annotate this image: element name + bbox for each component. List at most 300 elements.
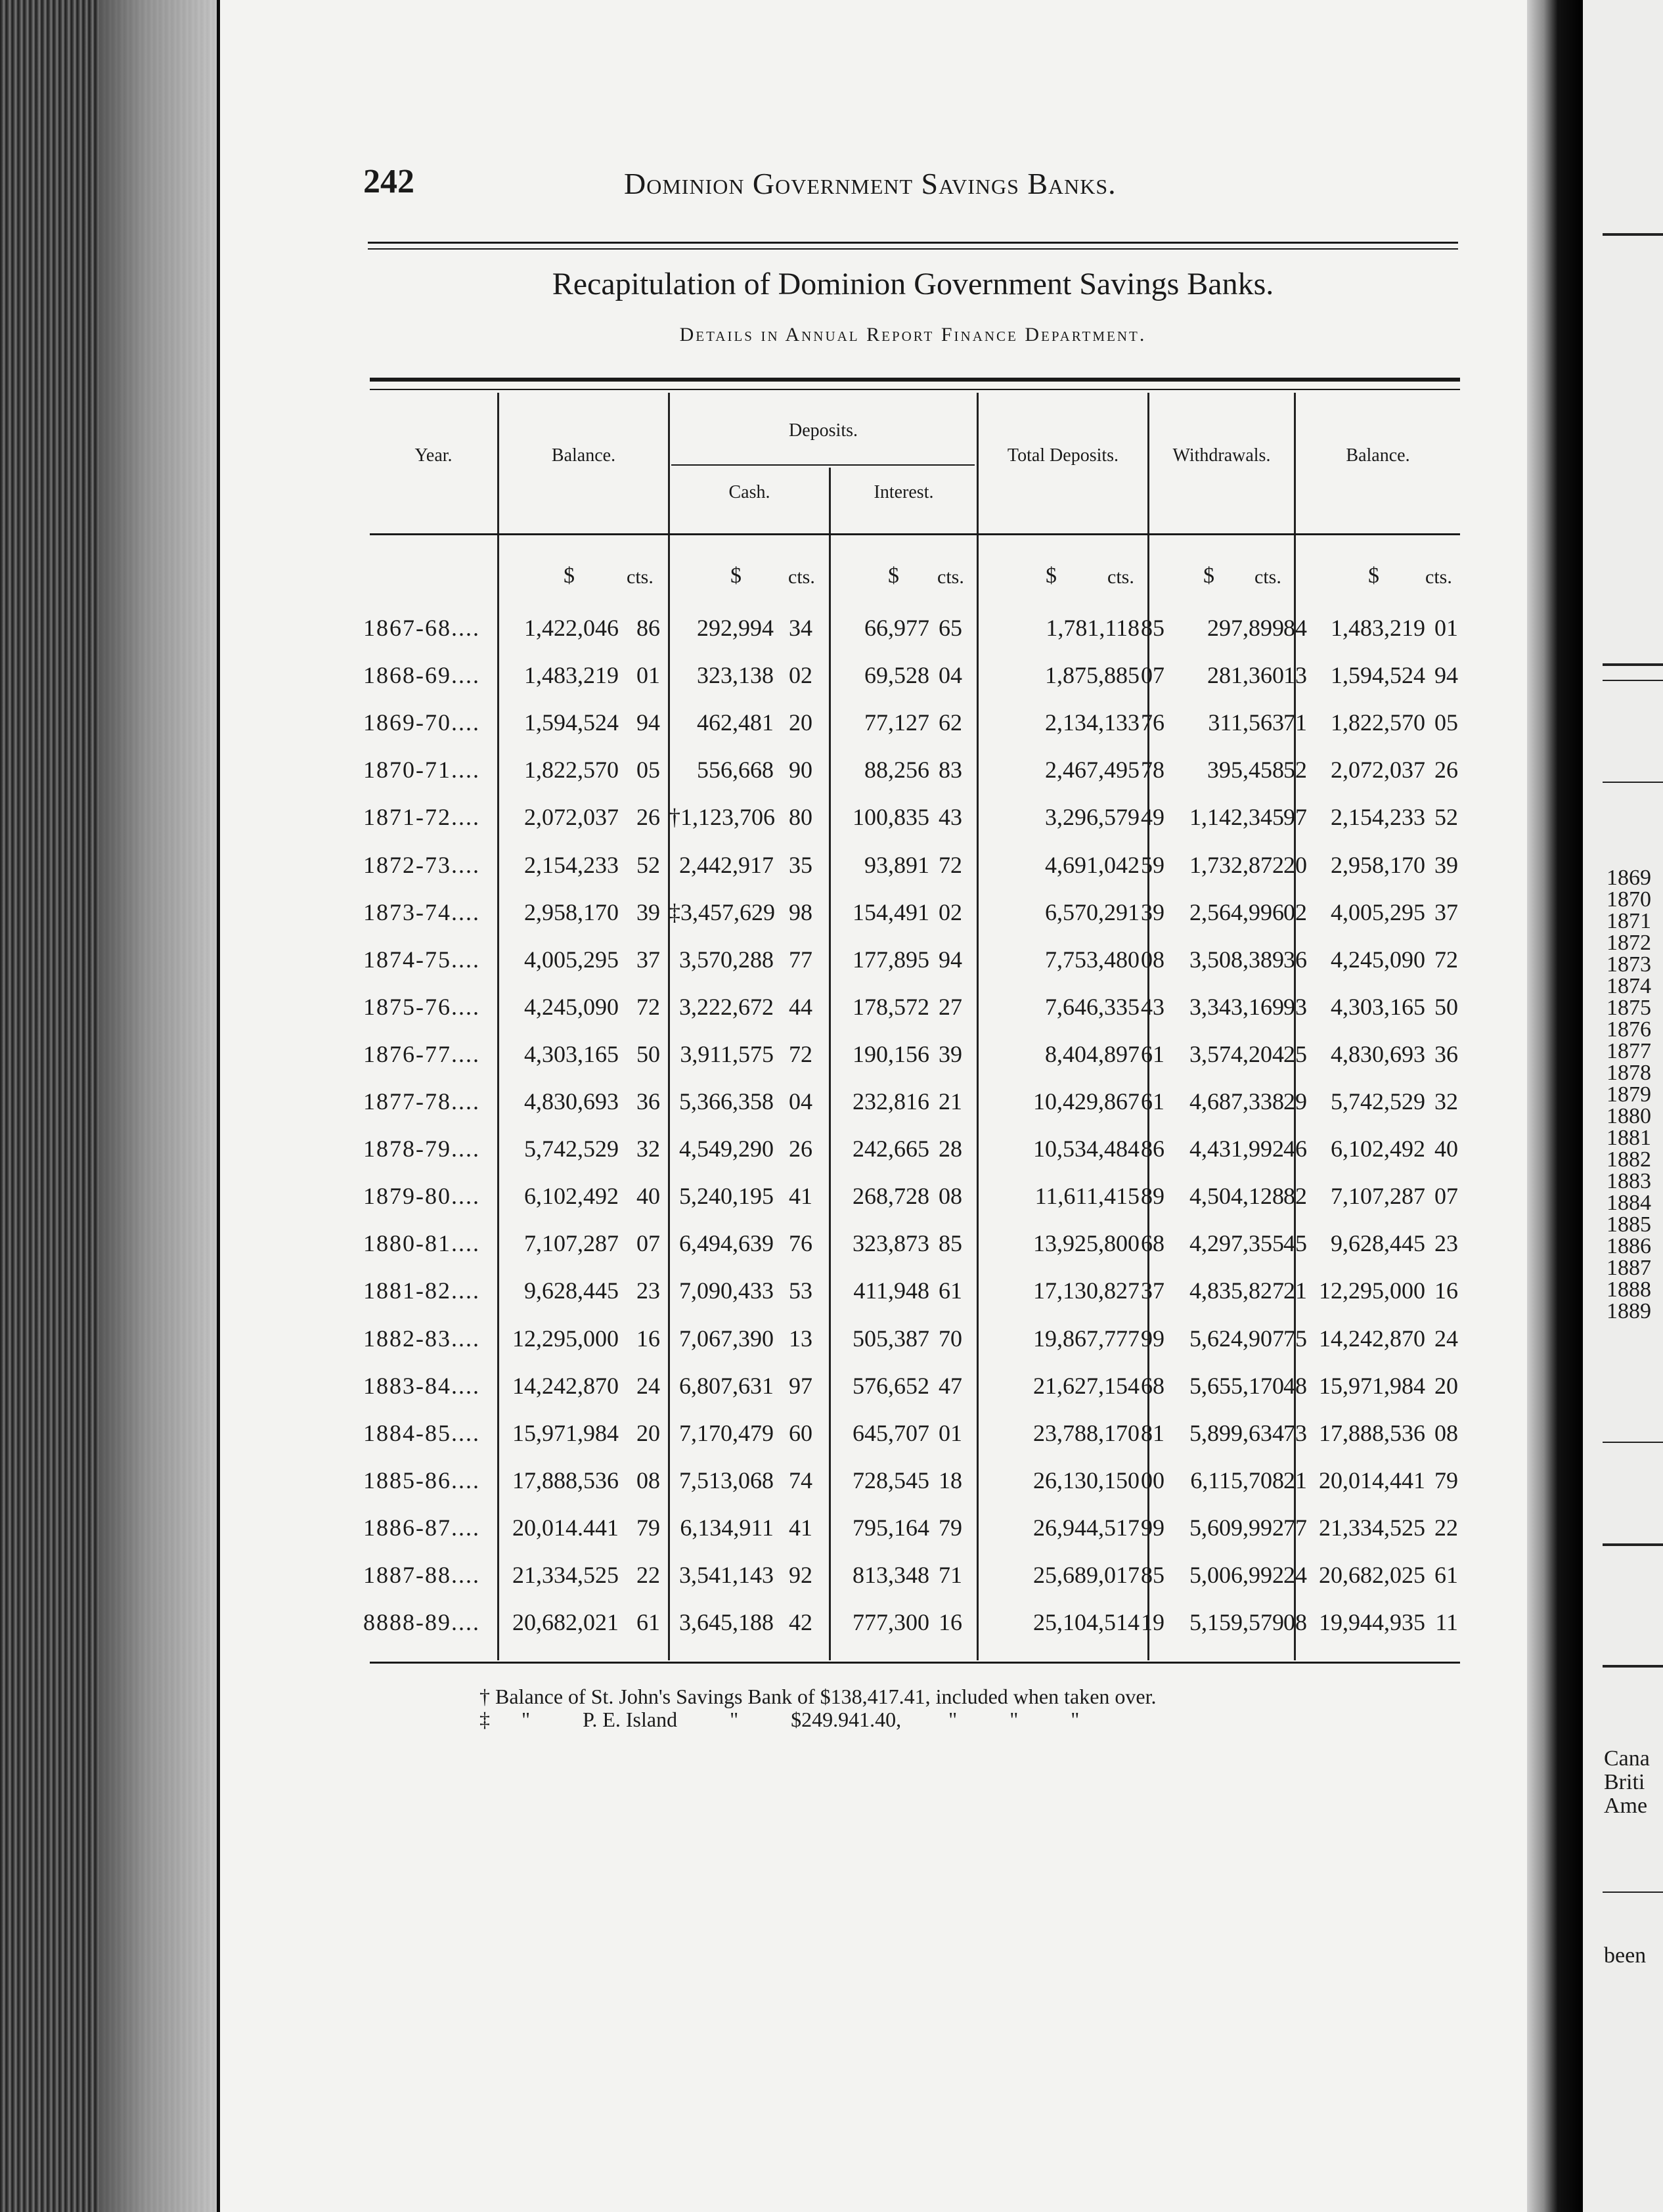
cell-cash-cents: 74	[789, 1467, 812, 1493]
cell-cash-dollars: 323,138	[697, 662, 774, 689]
cell-cash-dollars: 6,494,639	[679, 1230, 774, 1257]
cell-total-deposits-cents: 85	[1141, 1562, 1164, 1588]
cell-interest-cents: 28	[939, 1136, 962, 1162]
cell-balance-cents: 36	[636, 1088, 660, 1115]
adjacent-year: 1876	[1607, 1017, 1651, 1042]
cell-cash-cents: 26	[789, 1136, 812, 1162]
row-year: 1879-80....	[363, 1183, 480, 1210]
cell-withdrawals-cents: 21	[1283, 1467, 1307, 1493]
cell-interest-dollars: 645,707	[853, 1419, 929, 1446]
cell-withdrawals-dollars: 297,899	[1207, 615, 1284, 641]
cell-balance-end-dollars: 9,628,445	[1331, 1230, 1425, 1257]
deposits-underline	[671, 464, 975, 466]
cell-withdrawals-cents: 48	[1283, 1372, 1307, 1399]
cell-balance-cents: 37	[636, 946, 660, 973]
cell-withdrawals-dollars: 395,458	[1207, 757, 1284, 784]
cell-balance-dollars: 2,072,037	[524, 804, 619, 831]
adjacent-text-line: Cana	[1604, 1746, 1650, 1771]
cell-interest-dollars: 268,728	[853, 1183, 929, 1210]
cell-balance-end-cents: 05	[1434, 709, 1458, 736]
table-title: Recapitulation of Dominion Government Savings Banks.	[552, 267, 1274, 301]
cell-interest-cents: 21	[939, 1088, 962, 1115]
cell-balance-cents: 94	[636, 709, 660, 736]
cell-cash-dollars: 2,442,917	[679, 851, 774, 878]
cell-balance-dollars: 4,830,693	[524, 1088, 619, 1115]
adjacent-year: 1874	[1607, 974, 1651, 998]
cell-total-deposits-cents: 00	[1141, 1467, 1164, 1493]
cell-total-deposits-cents: 81	[1141, 1419, 1164, 1446]
cell-withdrawals-cents: 93	[1283, 993, 1307, 1020]
cell-total-deposits-dollars: 26,944,517	[1033, 1514, 1140, 1541]
cell-total-deposits-cents: 37	[1141, 1277, 1164, 1304]
cell-cash-cents: 13	[789, 1325, 812, 1352]
cell-cash-cents: 98	[789, 898, 812, 925]
row-year: 1885-86....	[363, 1467, 480, 1493]
row-year: 1874-75....	[363, 946, 480, 973]
table-top-rule-thin	[370, 389, 1460, 390]
cell-interest-cents: 04	[939, 662, 962, 689]
cell-withdrawals-dollars: 4,431,992	[1189, 1136, 1284, 1162]
table-row	[0, 851, 1663, 898]
header-interest: Interest.	[874, 482, 934, 502]
cell-cash-dollars: 7,090,433	[679, 1277, 774, 1304]
cell-total-deposits-dollars: 10,429,867	[1033, 1088, 1140, 1115]
adjacent-rule	[1603, 782, 1663, 783]
row-year: 1867-68....	[363, 615, 480, 641]
header-rule-top	[368, 242, 1458, 244]
unit-dollar: $	[1368, 564, 1379, 588]
cell-interest-dollars: 154,491	[853, 898, 929, 925]
cell-interest-cents: 08	[939, 1183, 962, 1210]
adjacent-year: 1877	[1607, 1039, 1651, 1063]
cell-cash-cents: 44	[789, 993, 812, 1020]
cell-balance-dollars: 7,107,287	[524, 1230, 619, 1257]
cell-withdrawals-cents: 29	[1283, 1088, 1307, 1115]
adjacent-year: 1888	[1607, 1277, 1651, 1302]
adjacent-year: 1885	[1607, 1212, 1651, 1237]
cell-balance-dollars: 5,742,529	[524, 1136, 619, 1162]
adjacent-rule	[1603, 1442, 1663, 1443]
cell-total-deposits-dollars: 1,875,885	[1045, 662, 1140, 689]
cell-total-deposits-cents: 76	[1141, 709, 1164, 736]
table-row	[0, 993, 1663, 1040]
cell-cash-dollars: 6,807,631	[679, 1372, 774, 1399]
cell-withdrawals-dollars: 1,732,872	[1189, 851, 1284, 878]
cell-withdrawals-cents: 46	[1283, 1136, 1307, 1162]
row-year: 1875-76....	[363, 993, 480, 1020]
adjacent-bottom-word: been	[1604, 1943, 1647, 1968]
adjacent-year: 1879	[1607, 1082, 1651, 1107]
cell-balance-end-cents: 23	[1434, 1230, 1458, 1257]
cell-interest-cents: 83	[939, 757, 962, 784]
cell-balance-end-cents: 20	[1434, 1372, 1458, 1399]
cell-cash-dollars: 7,513,068	[679, 1467, 774, 1493]
cell-balance-end-dollars: 6,102,492	[1331, 1136, 1425, 1162]
table-row	[0, 1135, 1663, 1182]
cell-balance-cents: 01	[636, 662, 660, 689]
cell-interest-cents: 47	[939, 1372, 962, 1399]
cell-balance-end-dollars: 21,334,525	[1319, 1514, 1425, 1541]
cell-balance-end-cents: 40	[1434, 1136, 1458, 1162]
cell-cash-cents: 34	[789, 615, 812, 641]
row-year: 1883-84....	[363, 1372, 480, 1399]
cell-total-deposits-dollars: 8,404,897	[1045, 1040, 1140, 1067]
cell-balance-cents: 61	[636, 1609, 660, 1636]
row-year: 1884-85....	[363, 1419, 480, 1446]
cell-cash-dollars: 462,481	[697, 709, 774, 736]
cell-total-deposits-dollars: 25,104,514	[1033, 1609, 1140, 1636]
cell-balance-end-dollars: 20,014,441	[1319, 1467, 1425, 1493]
cell-balance-cents: 24	[636, 1372, 660, 1399]
table-row	[0, 803, 1663, 851]
cell-balance-end-cents: 26	[1434, 757, 1458, 784]
cell-balance-dollars: 15,971,984	[512, 1419, 619, 1446]
cell-withdrawals-dollars: 4,297,355	[1189, 1230, 1284, 1257]
cell-cash-dollars: 3,222,672	[679, 993, 774, 1020]
cell-balance-dollars: 9,628,445	[524, 1277, 619, 1304]
cell-balance-cents: 07	[636, 1230, 660, 1257]
cell-total-deposits-dollars: 4,691,042	[1045, 851, 1140, 878]
cell-cash-cents: 76	[789, 1230, 812, 1257]
cell-cash-dollars: ‡3,457,629	[669, 898, 775, 925]
table-row	[0, 1514, 1663, 1561]
unit-cents: cts.	[1425, 566, 1452, 588]
cell-interest-dollars: 813,348	[853, 1562, 929, 1588]
adjacent-year: 1886	[1607, 1234, 1651, 1258]
cell-balance-end-cents: 07	[1434, 1183, 1458, 1210]
cell-cash-cents: 92	[789, 1562, 812, 1588]
adjacent-year: 1882	[1607, 1147, 1651, 1172]
cell-interest-dollars: 177,895	[853, 946, 929, 973]
cell-balance-end-dollars: 15,971,984	[1319, 1372, 1425, 1399]
cell-withdrawals-cents: 75	[1283, 1325, 1307, 1352]
cell-interest-dollars: 576,652	[853, 1372, 929, 1399]
unit-cents: cts.	[1254, 566, 1281, 588]
row-year: 1868-69....	[363, 662, 480, 689]
cell-balance-dollars: 4,303,165	[524, 1040, 619, 1067]
adjacent-year: 1878	[1607, 1061, 1651, 1085]
cell-balance-cents: 32	[636, 1136, 660, 1162]
cell-cash-dollars: 556,668	[697, 757, 774, 784]
cell-balance-dollars: 21,334,525	[512, 1562, 619, 1588]
cell-balance-dollars: 20,014.441	[512, 1514, 619, 1541]
cell-interest-cents: 18	[939, 1467, 962, 1493]
cell-balance-cents: 26	[636, 804, 660, 831]
cell-balance-end-dollars: 19,944,935	[1319, 1609, 1425, 1636]
cell-balance-end-cents: 24	[1434, 1325, 1458, 1352]
row-year: 1876-77....	[363, 1040, 480, 1067]
cell-withdrawals-dollars: 311,563	[1208, 709, 1284, 736]
table-bottom-rule	[370, 1662, 1460, 1664]
cell-balance-dollars: 2,958,170	[524, 898, 619, 925]
cell-withdrawals-dollars: 5,655,170	[1189, 1372, 1284, 1399]
cell-withdrawals-dollars: 4,504,128	[1189, 1183, 1284, 1210]
cell-balance-end-cents: 16	[1434, 1277, 1458, 1304]
cell-interest-dollars: 232,816	[853, 1088, 929, 1115]
cell-total-deposits-cents: 78	[1141, 757, 1164, 784]
cell-total-deposits-dollars: 13,925,800	[1033, 1230, 1140, 1257]
cell-total-deposits-cents: 68	[1141, 1372, 1164, 1399]
unit-dollar: $	[888, 564, 899, 588]
cell-balance-cents: 16	[636, 1325, 660, 1352]
cell-withdrawals-dollars: 3,574,204	[1189, 1040, 1284, 1067]
cell-balance-end-cents: 50	[1434, 993, 1458, 1020]
cell-interest-cents: 94	[939, 946, 962, 973]
cell-cash-cents: 02	[789, 662, 812, 689]
cell-balance-cents: 05	[636, 757, 660, 784]
cell-withdrawals-cents: 84	[1283, 615, 1307, 641]
cell-total-deposits-cents: 19	[1141, 1609, 1164, 1636]
row-year: 1878-79....	[363, 1136, 480, 1162]
cell-balance-cents: 86	[636, 615, 660, 641]
header-rule-bottom	[368, 248, 1458, 250]
cell-total-deposits-cents: 61	[1141, 1088, 1164, 1115]
cell-total-deposits-cents: 89	[1141, 1183, 1164, 1210]
adjacent-year: 1873	[1607, 952, 1651, 977]
cell-interest-cents: 16	[939, 1609, 962, 1636]
cell-balance-end-cents: 94	[1434, 662, 1458, 689]
cell-total-deposits-dollars: 25,689,017	[1033, 1562, 1140, 1588]
cell-withdrawals-cents: 08	[1283, 1609, 1307, 1636]
cell-total-deposits-dollars: 2,134,133	[1045, 709, 1140, 736]
cell-interest-cents: 71	[939, 1562, 962, 1588]
cell-interest-cents: 79	[939, 1514, 962, 1541]
cell-interest-dollars: 66,977	[864, 615, 929, 641]
cell-balance-cents: 20	[636, 1419, 660, 1446]
row-year: 1882-83....	[363, 1325, 480, 1352]
cell-total-deposits-cents: 85	[1141, 615, 1164, 641]
table-row	[0, 1040, 1663, 1088]
cell-cash-dollars: †1,123,706	[669, 804, 775, 831]
cell-balance-cents: 22	[636, 1562, 660, 1588]
cell-balance-dollars: 1,594,524	[524, 709, 619, 736]
cell-interest-cents: 65	[939, 615, 962, 641]
cell-cash-cents: 04	[789, 1088, 812, 1115]
table-top-rule	[370, 378, 1460, 382]
cell-cash-cents: 42	[789, 1609, 812, 1636]
cell-total-deposits-dollars: 7,646,335	[1045, 993, 1140, 1020]
cell-cash-dollars: 7,067,390	[679, 1325, 774, 1352]
cell-interest-dollars: 88,256	[864, 757, 929, 784]
adjacent-rule	[1603, 1543, 1663, 1546]
table-subtitle: Details in Annual Report Finance Department.	[679, 324, 1147, 345]
cell-withdrawals-dollars: 5,159,579	[1189, 1609, 1284, 1636]
cell-cash-cents: 77	[789, 946, 812, 973]
cell-total-deposits-dollars: 11,611,415	[1034, 1183, 1140, 1210]
cell-cash-cents: 20	[789, 709, 812, 736]
adjacent-year: 1869	[1607, 866, 1651, 890]
table-row	[0, 1419, 1663, 1467]
cell-total-deposits-cents: 99	[1141, 1514, 1164, 1541]
row-year: 1880-81....	[363, 1230, 480, 1257]
cell-balance-end-dollars: 4,245,090	[1331, 946, 1425, 973]
cell-cash-dollars: 3,541,143	[679, 1562, 774, 1588]
cell-total-deposits-cents: 86	[1141, 1136, 1164, 1162]
cell-interest-cents: 01	[939, 1419, 962, 1446]
table-row	[0, 1277, 1663, 1324]
cell-interest-dollars: 505,387	[853, 1325, 929, 1352]
cell-cash-dollars: 3,645,188	[679, 1609, 774, 1636]
cell-withdrawals-dollars: 5,006,992	[1189, 1562, 1284, 1588]
cell-balance-end-dollars: 2,072,037	[1331, 757, 1425, 784]
adjacent-rule	[1603, 1891, 1663, 1893]
cell-interest-dollars: 77,127	[864, 709, 929, 736]
cell-cash-cents: 90	[789, 757, 812, 784]
table-row	[0, 1088, 1663, 1135]
cell-balance-end-cents: 08	[1434, 1419, 1458, 1446]
table-row	[0, 946, 1663, 993]
cell-balance-end-dollars: 4,303,165	[1331, 993, 1425, 1020]
cell-withdrawals-cents: 24	[1283, 1562, 1307, 1588]
header-balance: Balance.	[551, 445, 616, 466]
cell-cash-cents: 35	[789, 851, 812, 878]
cell-total-deposits-cents: 99	[1141, 1325, 1164, 1352]
cell-total-deposits-cents: 68	[1141, 1230, 1164, 1257]
cell-cash-cents: 41	[789, 1183, 812, 1210]
cell-withdrawals-cents: 82	[1283, 1183, 1307, 1210]
cell-balance-end-cents: 01	[1434, 615, 1458, 641]
cell-total-deposits-dollars: 17,130,827	[1033, 1277, 1140, 1304]
cell-interest-dollars: 728,545	[853, 1467, 929, 1493]
unit-dollar: $	[730, 564, 742, 588]
unit-dollar: $	[1203, 564, 1214, 588]
adjacent-page	[1583, 0, 1663, 2212]
cell-withdrawals-cents: 20	[1283, 851, 1307, 878]
cell-total-deposits-dollars: 3,296,579	[1045, 804, 1140, 831]
cell-balance-cents: 79	[636, 1514, 660, 1541]
row-year: 1871-72....	[363, 804, 480, 831]
row-year: 1870-71....	[363, 757, 480, 784]
cell-interest-dollars: 178,572	[853, 993, 929, 1020]
cell-balance-dollars: 17,888,536	[512, 1467, 619, 1493]
header-year: Year.	[414, 445, 453, 466]
cell-balance-end-dollars: 4,005,295	[1331, 898, 1425, 925]
header-total-deposits: Total Deposits.	[1007, 445, 1119, 466]
row-year: 1869-70....	[363, 709, 480, 736]
cell-balance-end-cents: 36	[1434, 1040, 1458, 1067]
cell-interest-cents: 70	[939, 1325, 962, 1352]
cell-balance-dollars: 20,682,021	[512, 1609, 619, 1636]
cell-balance-end-dollars: 20,682,025	[1319, 1562, 1425, 1588]
adjacent-rule	[1603, 663, 1663, 666]
header-bottom-rule	[370, 533, 1460, 535]
unit-cents: cts.	[1107, 566, 1134, 588]
cell-withdrawals-dollars: 5,624,907	[1189, 1325, 1284, 1352]
adjacent-text	[1604, 1747, 1650, 1818]
cell-balance-end-dollars: 7,107,287	[1331, 1183, 1425, 1210]
cell-balance-dollars: 12,295,000	[512, 1325, 619, 1352]
page-number: 242	[363, 163, 414, 200]
cell-interest-dollars: 190,156	[853, 1040, 929, 1067]
unit-dollar: $	[1046, 564, 1057, 588]
table-row	[0, 1372, 1663, 1419]
cell-balance-end-dollars: 12,295,000	[1319, 1277, 1425, 1304]
cell-interest-cents: 27	[939, 993, 962, 1020]
cell-withdrawals-dollars: 3,343,169	[1189, 993, 1284, 1020]
row-year: 8888-89....	[363, 1609, 480, 1636]
cell-withdrawals-dollars: 3,508,389	[1189, 946, 1284, 973]
cell-balance-cents: 72	[636, 993, 660, 1020]
cell-withdrawals-cents: 77	[1283, 1514, 1307, 1541]
cell-withdrawals-dollars: 4,835,827	[1189, 1277, 1284, 1304]
unit-cents: cts.	[937, 566, 964, 588]
adjacent-year-list	[1607, 867, 1651, 1322]
adjacent-rule	[1603, 233, 1663, 236]
adjacent-year: 1871	[1607, 909, 1651, 933]
header-balance-end: Balance.	[1346, 445, 1410, 466]
table-row	[0, 661, 1663, 709]
adjacent-year: 1881	[1607, 1126, 1651, 1150]
cell-withdrawals-cents: 02	[1283, 898, 1307, 925]
adjacent-year: 1884	[1607, 1191, 1651, 1215]
cell-balance-cents: 08	[636, 1467, 660, 1493]
cell-balance-end-cents: 61	[1434, 1562, 1458, 1588]
cell-interest-cents: 43	[939, 804, 962, 831]
cell-interest-dollars: 242,665	[853, 1136, 929, 1162]
adjacent-year: 1870	[1607, 887, 1651, 912]
cell-cash-cents: 41	[789, 1514, 812, 1541]
cell-total-deposits-cents: 39	[1141, 898, 1164, 925]
cell-cash-cents: 80	[789, 804, 812, 831]
cell-interest-dollars: 777,300	[853, 1609, 929, 1636]
header-deposits: Deposits.	[789, 420, 858, 441]
cell-total-deposits-dollars: 1,781,118	[1046, 615, 1140, 641]
cell-withdrawals-dollars: 2,564,996	[1189, 898, 1284, 925]
footnote-double-dagger: ‡ " P. E. Island " $249.941.40, " " "	[479, 1708, 1080, 1731]
row-year: 1881-82....	[363, 1277, 480, 1304]
cell-balance-end-cents: 37	[1434, 898, 1458, 925]
adjacent-year: 1887	[1607, 1256, 1651, 1280]
cell-balance-cents: 52	[636, 851, 660, 878]
row-year: 1872-73....	[363, 851, 480, 878]
cell-balance-end-cents: 72	[1434, 946, 1458, 973]
cell-balance-dollars: 1,822,570	[524, 757, 619, 784]
cell-balance-end-dollars: 1,594,524	[1331, 662, 1425, 689]
cell-withdrawals-cents: 21	[1283, 1277, 1307, 1304]
cell-interest-cents: 39	[939, 1040, 962, 1067]
table-row	[0, 1182, 1663, 1229]
header-cash: Cash.	[728, 482, 770, 502]
cell-balance-end-cents: 22	[1434, 1514, 1458, 1541]
table-row	[0, 1229, 1663, 1280]
cell-balance-cents: 23	[636, 1277, 660, 1304]
row-year: 1887-88....	[363, 1562, 480, 1588]
unit-cents: cts.	[788, 566, 815, 588]
adjacent-text-line: Briti	[1604, 1770, 1645, 1794]
cell-balance-end-cents: 11	[1435, 1609, 1458, 1636]
cell-withdrawals-cents: 45	[1283, 1230, 1307, 1257]
cell-balance-end-dollars: 1,822,570	[1331, 709, 1425, 736]
cell-total-deposits-dollars: 7,753,480	[1045, 946, 1140, 973]
cell-withdrawals-cents: 25	[1283, 1040, 1307, 1067]
adjacent-year: 1889	[1607, 1299, 1651, 1323]
cell-cash-cents: 72	[789, 1040, 812, 1067]
cell-withdrawals-dollars: 1,142,345	[1189, 804, 1284, 831]
table-row	[0, 1325, 1663, 1372]
adjacent-year: 1880	[1607, 1104, 1651, 1128]
cell-cash-dollars: 3,570,288	[679, 946, 774, 973]
cell-interest-cents: 62	[939, 709, 962, 736]
adjacent-year: 1875	[1607, 996, 1651, 1020]
page-gutter	[1527, 0, 1583, 2212]
cell-balance-dollars: 4,245,090	[524, 993, 619, 1020]
table-row	[0, 1467, 1663, 1514]
cell-interest-cents: 72	[939, 851, 962, 878]
cell-interest-cents: 61	[939, 1277, 962, 1304]
cell-interest-dollars: 795,164	[853, 1514, 929, 1541]
cell-cash-dollars: 5,240,195	[679, 1183, 774, 1210]
cell-total-deposits-cents: 07	[1141, 662, 1164, 689]
